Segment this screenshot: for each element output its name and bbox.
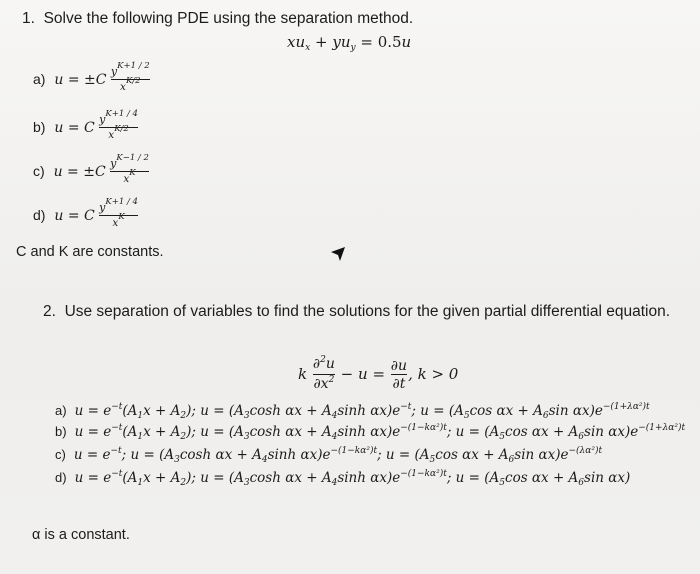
q1-equation-text: [0, 0, 1, 1]
q1-option-a-label: a): [33, 71, 46, 88]
q1-option-b-fraction: $\frac{y^{K+1 / 4}}{x^{K/2}}$: [99, 109, 138, 141]
q2-option-d-label: d): [55, 470, 67, 485]
q1-option-c[interactable]: c) u = ±C $\frac{y^{K-1 / 2}}{x^K}$: [33, 153, 149, 185]
q1-number: 1.: [22, 10, 35, 27]
q2-note: α is a constant.: [32, 527, 130, 543]
q1-note: C and K are constants.: [16, 244, 164, 260]
q1-option-d-fraction: $\frac{y^{K+1 / 4}}{x^K}$: [99, 197, 138, 229]
q1-heading: [22, 10, 413, 28]
q2-heading: [43, 303, 670, 321]
q1-option-b-label: b): [33, 119, 46, 136]
mouse-cursor-icon: [330, 246, 346, 262]
q2-option-b[interactable]: b) $u = e^{-t}(A_1x + A_2)$; $u = (A_3\cosh$ $\alpha x + A_4\sinh$ $\alpha x)e^{-(1-k\alpha^2)t}$; $u = (A_5\cos$ $\alpha x + A_6\sin$ $\alpha x)e^{-(1+\lambda\alpha^2)t}$: [55, 423, 686, 442]
q2-number: 2.: [43, 303, 56, 320]
q1-option-d-label: d): [33, 207, 46, 224]
q2-title: Use separation of variables to find the solutions for the given partial differential equation.: [64, 303, 671, 320]
q2-option-a[interactable]: a) $u = e^{-t}(A_1x + A_2)$; $u = (A_3\cosh$ $\alpha x + A_4\sinh$ $\alpha x)e^{-t}$; $u = (A_5\cos$ $\alpha x + A_6\sin$ $\alpha x)e^{-(1+\lambda\alpha^2)t}$: [55, 402, 650, 421]
q1-option-c-label: c): [33, 163, 45, 180]
q2-option-c[interactable]: c) $u = e^{-t}$; $u = (A_3\cosh$ $\alpha x + A_4\sinh$ $\alpha x)e^{-(1-k\alpha^2)t}$; $u = (A_5\cos$ $\alpha x + A_6\sin$ $\alpha x)e^{-(\lambda\alpha^2)t}$: [55, 446, 603, 465]
q2-option-c-label: c): [55, 447, 66, 462]
q1-option-a-fraction: $\frac{y^{K+1 / 2}}{x^{K/2}}$: [110, 61, 150, 93]
q1-option-d[interactable]: d) u = C $\frac{y^{K+1 / 4}}{x^K}$: [33, 197, 138, 229]
q1-option-b[interactable]: b) u = C $\frac{y^{K+1 / 4}}{x^{K/2}}$: [33, 109, 138, 141]
q2-option-b-label: b): [55, 424, 67, 439]
q2-option-a-label: a): [55, 403, 67, 418]
q2-option-d[interactable]: d) $u = e^{-t}(A_1x + A_2)$; $u = (A_3\cosh$ $\alpha x + A_4\sinh$ $\alpha x)e^{-(1-k\alpha^2)t}$; $u = (A_5\cos$ $\alpha x + A_6\sin$ αx): [55, 469, 631, 488]
q1-title: Solve the following PDE using the separation method.: [43, 10, 414, 27]
q1-equation: $xu_x + yu_y = 0.5u$: [287, 33, 412, 53]
q1-option-a[interactable]: a) u = ±C $\frac{y^{K+1 / 2}}{x^{K/2}}$: [33, 61, 150, 93]
q2-equation: k $\frac{\partial^2u}{\partial x^2}$ − u = $\frac{\partial u}{\partial t}$ , k > 0: [298, 355, 459, 392]
q1-option-c-fraction: $\frac{y^{K-1 / 2}}{x^K}$: [110, 153, 149, 185]
